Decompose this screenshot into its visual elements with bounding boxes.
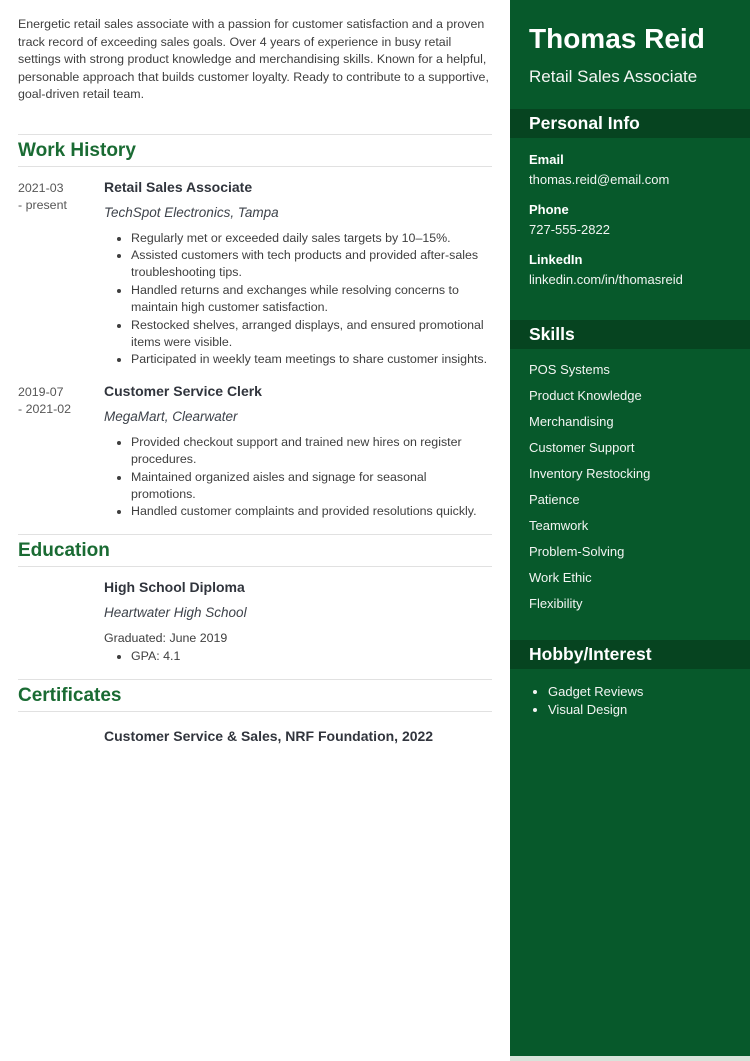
job-1-bullets (104, 230, 492, 369)
job-1-title: Retail Sales Associate (104, 178, 253, 195)
education-heading: Education (18, 534, 492, 567)
job-1-body (104, 179, 492, 369)
education-degree: High School Diploma (104, 578, 245, 595)
page-bottom-edge (510, 1056, 750, 1061)
job-2-date-start: 2019-07 (18, 384, 64, 399)
education-dates-empty (18, 579, 104, 666)
job-2-company: MegaMart, Clearwater (104, 408, 238, 424)
certificate-title: Customer Service & Sales, NRF Foundation, 2022 (104, 727, 434, 744)
job-2-bullets (104, 434, 492, 521)
job-bullet: • Assisted customers with tech products and provided after-sales troubleshooting tips. (131, 247, 492, 282)
education-school: Heartwater High School (104, 604, 247, 620)
education-entry (18, 579, 492, 666)
education-bullets (104, 648, 492, 665)
job-1-dates (18, 179, 104, 369)
job-bullet: • Provided checkout support and trained new hires on register procedures. (131, 434, 492, 469)
job-entry-2 (18, 383, 492, 521)
hobby-list (529, 683, 731, 719)
skill-item: Teamwork (529, 518, 589, 533)
skill-item: POS Systems (529, 362, 610, 377)
job-bullet: • Maintained organized aisles and signage for seasonal promotions. (131, 469, 492, 504)
certificate-dates-empty (18, 712, 104, 745)
personal-info-fields (510, 152, 750, 298)
job-2-dates (18, 383, 104, 521)
contact-field-value: linkedin.com/in/thomasreid (529, 272, 683, 287)
certificate-body (104, 712, 492, 745)
skill-item: Product Knowledge (529, 388, 642, 403)
job-bullet: • Handled returns and exchanges while resolving concerns to maintain high customer satisfaction. (131, 282, 492, 317)
job-1-date-end: - present (18, 197, 67, 212)
education-entries (18, 579, 492, 666)
contact-field-label: Email (529, 152, 564, 167)
contact-field-value: thomas.reid@email.com (529, 172, 670, 187)
contact-field (529, 152, 731, 188)
job-1-date-start: 2021-03 (18, 180, 64, 195)
job-2-body (104, 383, 492, 521)
job-bullet: • Participated in weekly team meetings to share customer insights. (131, 351, 492, 368)
education-bullet: • GPA: 4.1 (131, 648, 492, 665)
job-bullet: • Regularly met or exceeded daily sales targets by 10–15%. (131, 230, 492, 247)
hobby-item: • Gadget Reviews (548, 683, 731, 701)
job-1-company: TechSpot Electronics, Tampa (104, 204, 279, 220)
contact-field-label: LinkedIn (529, 252, 583, 267)
skill-item: Flexibility (529, 596, 583, 611)
contact-field-value: 727-555-2822 (529, 222, 610, 237)
personal-info-heading: Personal Info (510, 109, 750, 138)
skill-item: Problem-Solving (529, 544, 625, 559)
contact-field (529, 252, 731, 288)
job-2-date-end: - 2021-02 (18, 401, 72, 416)
job-entry-1 (18, 179, 492, 369)
person-job-title: Retail Sales Associate (529, 67, 698, 86)
person-name: Thomas Reid (529, 23, 705, 54)
education-body (104, 579, 492, 666)
contact-field (529, 202, 731, 238)
certificates-heading: Certificates (18, 679, 492, 712)
skill-item: Inventory Restocking (529, 466, 651, 481)
skill-item: Patience (529, 492, 580, 507)
certificate-entry (18, 712, 492, 745)
skills-list (510, 349, 750, 618)
sidebar (510, 0, 750, 1056)
skill-item: Work Ethic (529, 570, 592, 585)
section-certificates (18, 679, 492, 745)
job-bullet: • Handled customer complaints and provided resolutions quickly. (131, 503, 492, 520)
work-history-heading: Work History (18, 134, 492, 167)
hobby-item: • Visual Design (548, 701, 731, 719)
section-education (18, 534, 492, 666)
skills-heading: Skills (510, 320, 750, 349)
contact-field-label: Phone (529, 202, 569, 217)
section-work-history (18, 134, 492, 521)
hobby-heading: Hobby/Interest (510, 640, 750, 669)
job-2-title: Customer Service Clerk (104, 382, 262, 399)
professional-summary: Energetic retail sales associate with a passion for customer satisfaction and a proven track record of exceeding sales goals. Over 4 years of experience in busy retail settings with strong product knowledge and merchandising skills. Known for a helpful, personable approach that builds customer loyalty. Ready to contribute to a supportive, goal-driven retail team. (18, 17, 489, 101)
skill-item: Customer Support (529, 440, 635, 455)
education-graduation: Graduated: June 2019 (104, 630, 228, 645)
skill-item: Merchandising (529, 414, 614, 429)
job-bullet: • Restocked shelves, arranged displays, and ensured promotional items were visible. (131, 317, 492, 352)
work-history-entries (18, 179, 492, 521)
